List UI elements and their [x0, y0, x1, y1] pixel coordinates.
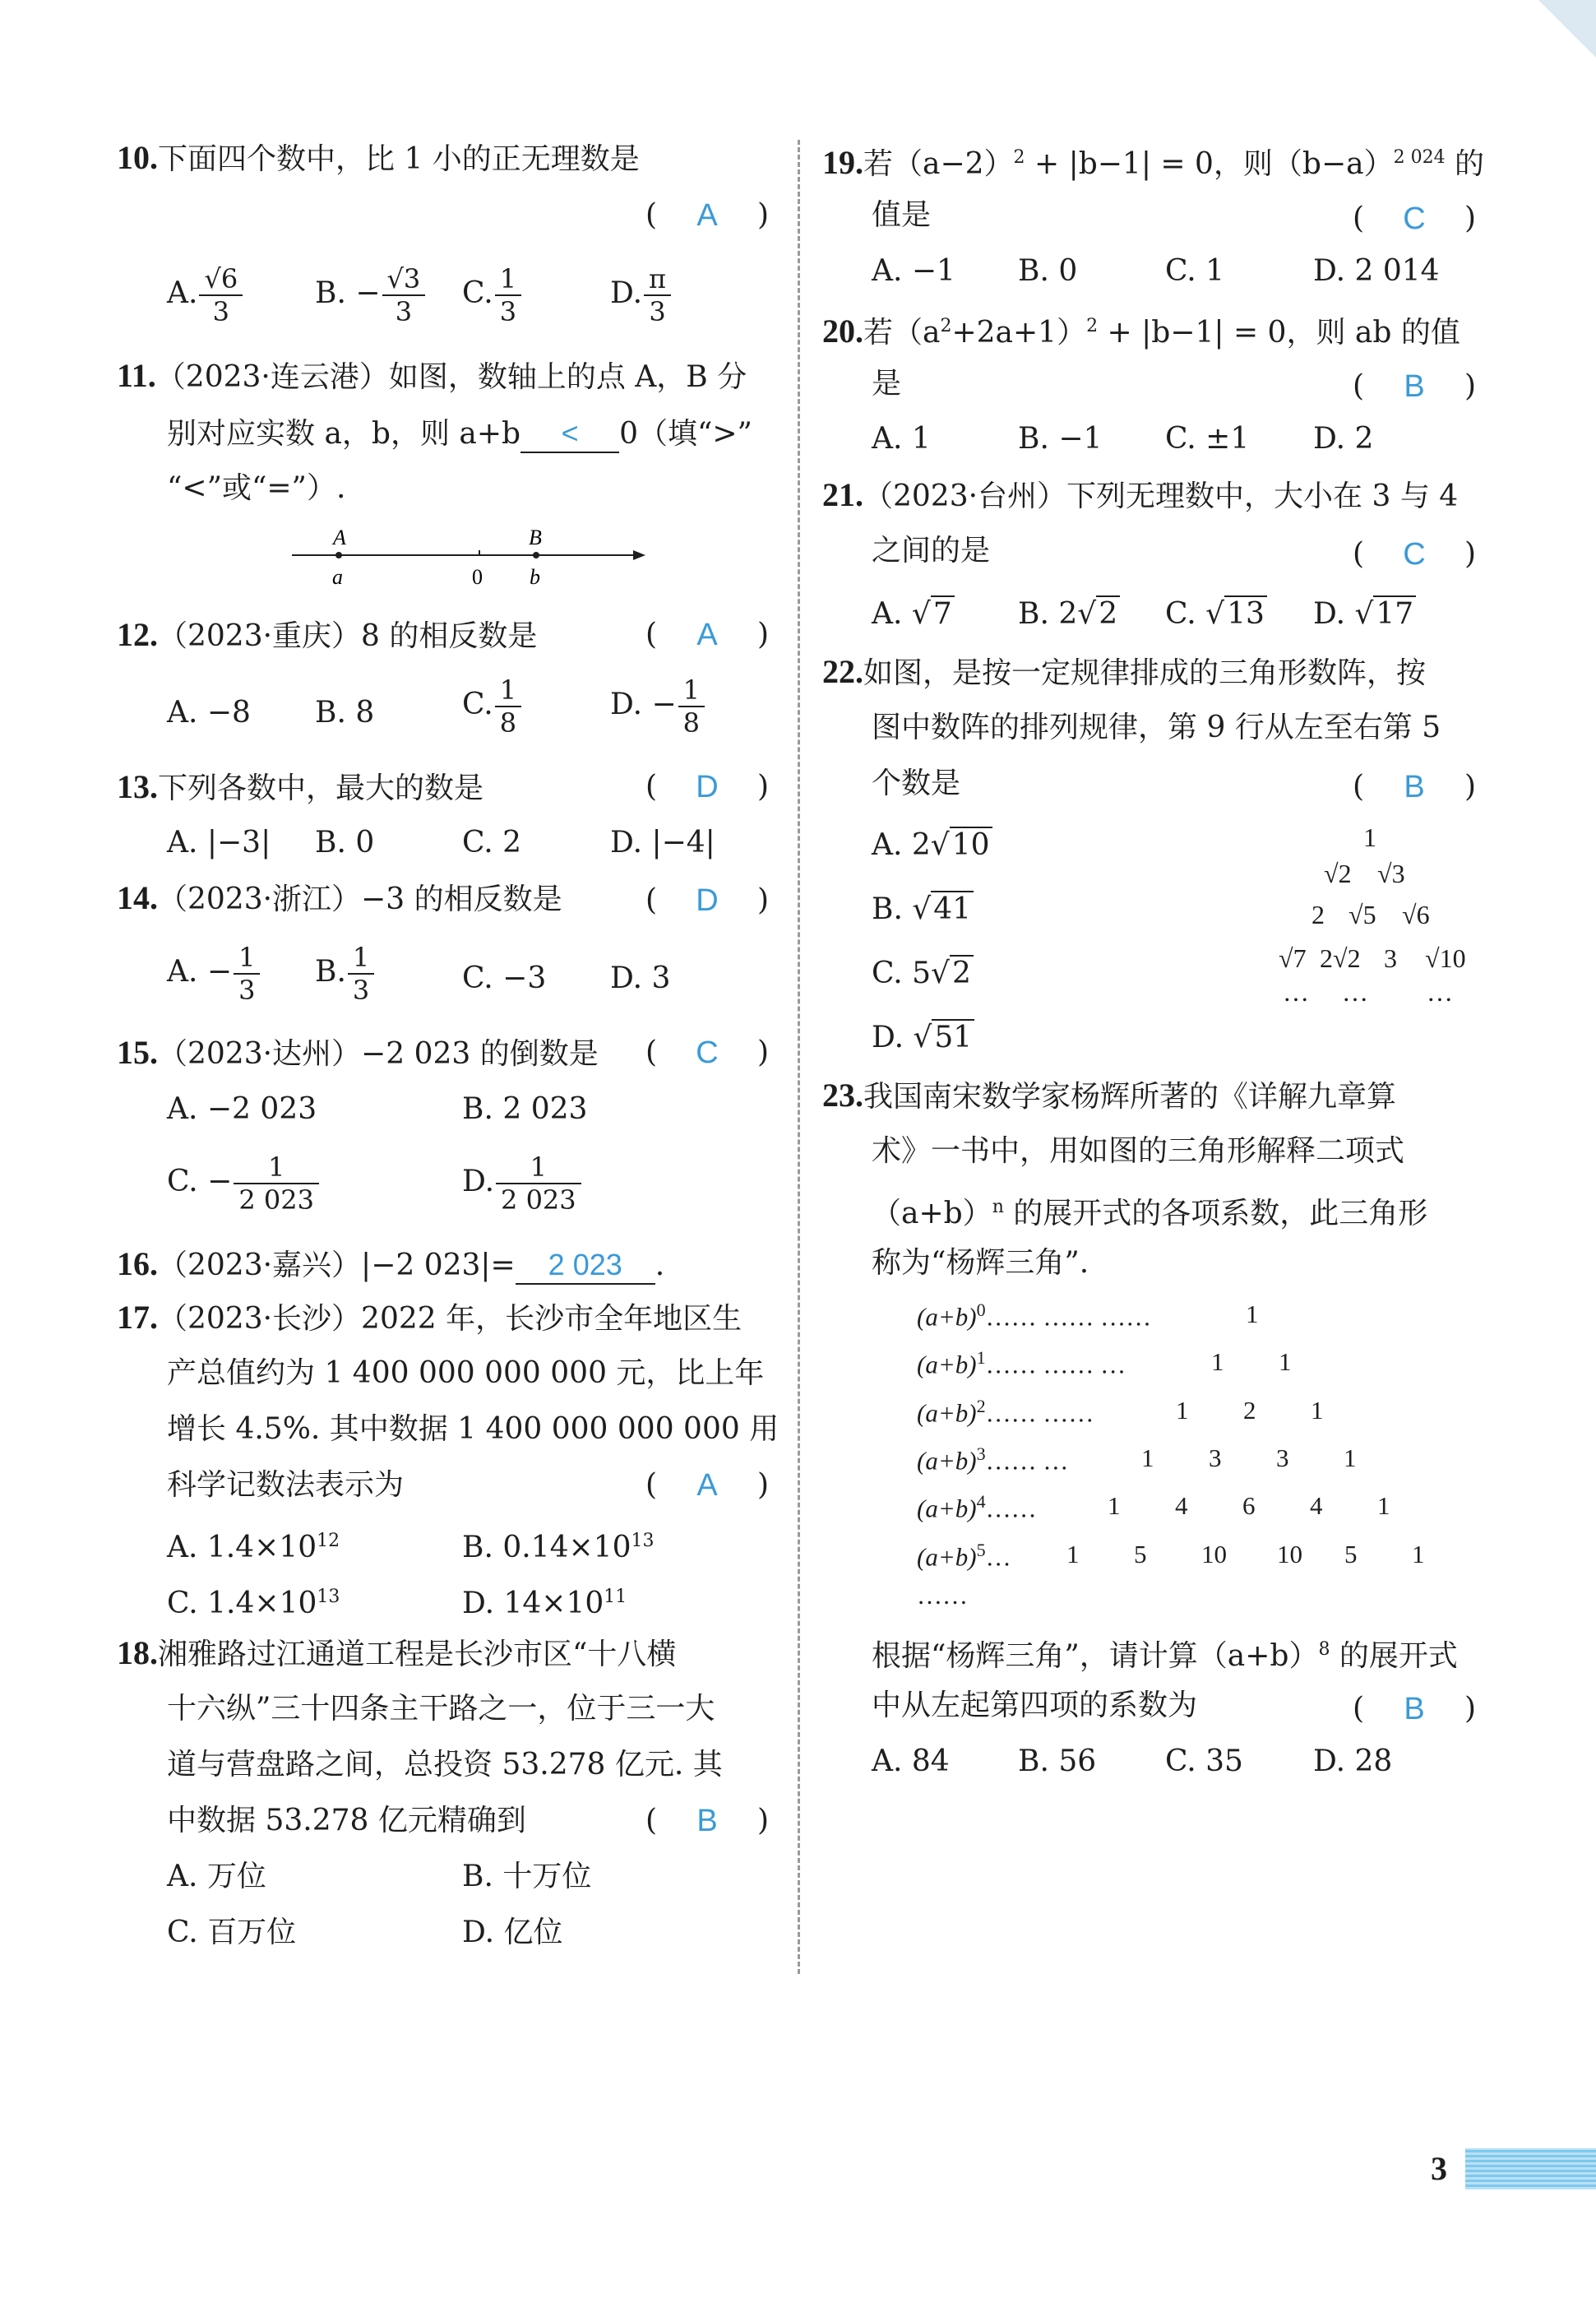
q18-option-d: D. 亿位: [462, 1916, 563, 1949]
q12-stem: 12.（2023·重庆）8 的相反数是: [117, 616, 538, 653]
q23-stem-2: 术》一书中，用如图的三角形解释二项式: [872, 1134, 1405, 1168]
q10-answer: A: [696, 198, 718, 233]
q22-option-c: C. 5√2: [872, 956, 974, 992]
yh-row-2-label: $(a+b)^2\dots\dots$ ……: [917, 1396, 1094, 1428]
q22-stem-1: 22.如图，是按一定规律排成的三角形数阵，按: [822, 653, 1427, 690]
q19-answer: C: [1403, 202, 1426, 236]
q19-stem-2: 值是: [872, 198, 932, 232]
q16-number: 16.: [117, 1245, 158, 1282]
q15-option-c: C. − $\frac{1}{2 023}$: [167, 1151, 321, 1216]
q12-option-a: A. −8: [167, 696, 251, 730]
q19-option-b: B. 0: [1018, 254, 1078, 288]
yh-r5-c3: 10: [1277, 1540, 1302, 1568]
q10-stem: 10.下面四个数中，比 1 小的正无理数是: [117, 139, 640, 176]
q23-option-b: B. 56: [1018, 1744, 1097, 1778]
q14-option-d: D. 3: [610, 961, 671, 995]
tri-r3b: √5: [1349, 900, 1376, 929]
tri-r1: 1: [1363, 822, 1376, 852]
tri-r3c: √6: [1402, 900, 1430, 929]
q21-option-d: D. √17: [1313, 596, 1416, 632]
q21-option-c: C. √13: [1165, 596, 1267, 632]
tri-r4b: 2√2: [1320, 943, 1361, 973]
q15-number: 15.: [117, 1034, 158, 1071]
yh-r3-c1: 3: [1209, 1443, 1222, 1472]
q23-number: 23.: [822, 1077, 863, 1114]
q16-answer-blank: 2 023: [516, 1247, 655, 1285]
q19-number: 19.: [822, 144, 863, 181]
q18-answer: B: [696, 1804, 718, 1838]
q11-stem-3: “<”或“=”）.: [167, 471, 346, 505]
yh-row-4-label: $(a+b)^4\dots\dots$: [917, 1491, 1037, 1523]
label-a: a: [332, 565, 343, 589]
q14-number: 14.: [117, 879, 158, 916]
yh-r5-c5: 1: [1412, 1540, 1425, 1568]
q12-answer: A: [696, 618, 718, 652]
q23-stem-1: 23.我国南宋数学家杨辉所著的《详解九章算: [822, 1077, 1397, 1114]
yh-r5-c4: 5: [1344, 1540, 1358, 1568]
q18-stem-2: 十六纵”三十四条主干路之一，位于三一大: [167, 1692, 715, 1726]
q17-option-d: D. $14\times 10^{11}$: [462, 1587, 627, 1620]
q22-option-b: B. √41: [872, 892, 974, 928]
tri-r4a: √7: [1279, 943, 1307, 973]
q20-option-a: A. 1: [872, 422, 931, 456]
label-b: b: [530, 565, 540, 589]
point-b-dot: [533, 552, 539, 558]
arrow-icon: [633, 550, 645, 560]
q14-option-b: B. $\frac{1}{3}$: [315, 942, 376, 1006]
yh-r5-c1: 5: [1134, 1540, 1147, 1568]
tri-dots-2: …: [1342, 977, 1368, 1007]
yh-r3-c3: 1: [1344, 1443, 1357, 1472]
label-B: B: [529, 526, 542, 549]
tri-dots-1: …: [1283, 977, 1309, 1007]
q13-answer: D: [696, 770, 719, 804]
page-number: 3: [1431, 2150, 1447, 2187]
q18-stem-3: 道与营盘路之间，总投资 53.278 亿元. 其: [167, 1748, 723, 1781]
q22-stem-3: 个数是: [872, 767, 961, 800]
yh-r0-c0: 1: [1246, 1300, 1259, 1328]
q12-number: 12.: [117, 616, 158, 653]
q19-option-d: D. 2 014: [1313, 254, 1440, 288]
q17-number: 17.: [117, 1299, 158, 1336]
label-zero: 0: [472, 565, 483, 589]
q17-stem-3: 增长 4.5%. 其中数据 1 400 000 000 000 用: [167, 1412, 779, 1446]
q16-stem: 16.（2023·嘉兴）|−2 023|= 2 023 .: [117, 1246, 664, 1285]
q19-option-c: C. 1: [1165, 254, 1225, 288]
q20-option-d: D. 2: [1313, 422, 1374, 456]
q21-option-b: B. 2√2: [1018, 596, 1120, 632]
q17-option-c: C. $1.4\times 10^{13}$: [167, 1587, 340, 1620]
q10-option-c: C. $\frac{1}{3}$: [462, 263, 523, 327]
tri-r4c: 3: [1384, 943, 1397, 973]
yh-row-3-label: $(a+b)^3\dots\dots$ …: [917, 1443, 1069, 1476]
yh-r1-c1: 1: [1279, 1347, 1292, 1376]
q12-option-c: C. $\frac{1}{8}$: [462, 674, 523, 739]
tri-r3a: 2: [1311, 900, 1325, 929]
q20-option-c: C. ±1: [1165, 422, 1250, 456]
q23-option-c: C. 35: [1165, 1744, 1243, 1778]
q23-stem-4: 称为“杨辉三角”.: [872, 1246, 1089, 1280]
yh-r2-c2: 1: [1311, 1396, 1324, 1425]
q20-number: 20.: [822, 313, 863, 350]
q10-number: 10.: [117, 139, 158, 176]
q23-answer: B: [1404, 1692, 1425, 1726]
tri-r4d: √10: [1425, 943, 1466, 973]
q20-answer: B: [1404, 369, 1425, 404]
yh-r5-c0: 1: [1066, 1540, 1080, 1568]
tri-dots-3: …: [1427, 977, 1453, 1007]
yh-row-0-label: $(a+b)^0\dots\dots$ …… ……: [917, 1300, 1152, 1332]
q13-stem: 13.下列各数中，最大的数是: [117, 768, 484, 805]
q15-answer: C: [696, 1035, 719, 1070]
q15-option-b: B. 2 023: [462, 1092, 588, 1126]
q21-number: 21.: [822, 476, 863, 513]
q21-stem-1: 21.（2023·台州）下列无理数中，大小在 3 与 4: [822, 476, 1459, 513]
q14-stem: 14.（2023·浙江）−3 的相反数是: [117, 879, 562, 916]
q22-answer: B: [1404, 770, 1425, 804]
q17-stem-1: 17.（2023·长沙）2022 年，长沙市全年地区生: [117, 1299, 742, 1336]
q12-option-d: D. − $\frac{1}{8}$: [610, 674, 706, 739]
yh-r2-c1: 2: [1243, 1396, 1256, 1425]
yh-row-1-label: $(a+b)^1\dots\dots$ …… …: [917, 1347, 1126, 1379]
yh-r2-c0: 1: [1176, 1396, 1189, 1425]
corner-decoration: [1538, 0, 1596, 58]
q17-answer: A: [696, 1468, 718, 1503]
yh-r4-c1: 4: [1175, 1491, 1188, 1520]
q22-stem-2: 图中数阵的排列规律，第 9 行从左至右第 5: [872, 711, 1441, 744]
yh-r3-c0: 1: [1141, 1443, 1154, 1472]
q10-option-d: D. $\frac{\pi}{3}$: [610, 263, 673, 327]
point-a-dot: [335, 552, 342, 558]
q15-option-a: A. −2 023: [167, 1092, 317, 1126]
q21-stem-2: 之间的是: [872, 534, 991, 568]
yh-r4-c0: 1: [1108, 1491, 1121, 1520]
q14-answer: D: [696, 883, 719, 918]
q13-option-b: B. 0: [315, 826, 375, 859]
q23-option-d: D. 28: [1313, 1744, 1393, 1778]
q20-stem-1: 20.若$(a^2+2a+1)^2 + |b-1| = 0$，则 ab 的值: [822, 313, 1460, 350]
q21-answer: C: [1403, 537, 1426, 572]
q17-option-b: B. $0.14\times 10^{13}$: [462, 1531, 655, 1564]
q19-option-a: A. −1: [872, 254, 955, 288]
yh-r4-c3: 4: [1310, 1491, 1323, 1520]
yh-r5-c2: 10: [1201, 1540, 1227, 1568]
q23-stem-6: 中从左起第四项的系数为: [872, 1689, 1198, 1722]
q11-number: 11.: [117, 357, 156, 394]
q11-stem-2: 别对应实数 a，b，则 a+b < 0（填“>”: [167, 415, 752, 453]
q18-stem-1: 18.湘雅路过江通道工程是长沙市区“十八横: [117, 1634, 677, 1671]
page: 10.下面四个数中，比 1 小的正无理数是 ( A ) A. $\frac{√6}{3}$ B. − $\frac{√3}{3}$ C. $\frac{1}{3}$ D. $\frac{\pi}{3}$ 11.（2023·连云港）如图，数轴上的点 A，B 分 别对应实数 a，b，则 a+b < 0（填“>” “<”或“=”）. A a 0 B b 12.（2023·重庆）8 的相反数是 ( A ) A. −8 B. 8 C. $\frac{1}{8}$ D. − $\frac{1}{8}$ 13.下列各数中，最大的数是 ( D ) A. |−3| B. 0 C. 2 D. |−4| 14.（2023·浙江）−3 的相反数是 ( D ) A. − $\frac{1}{3}$ B. $\frac{1}{3}$ C. −3 D. 3 15.（2023·达州）−2 023 的倒数是 ( C ) A. −2 023 B. 2 023 C. − $\frac{1}{2 023}$ D. $\frac{1}{2 023}$ 16.（2023·嘉兴）|−2 023|= 2 023 . 17.（2023·长沙）2022 年，长沙市全年地区生 产总值约为 1 400 000 000 000 元，比上年 增长 4.5%. 其中数据 1 400 000 000 000 用 科学记数法表示为 ( A ) A. $1.4\times 10^{12}$ B. $0.14\times 10^{13}$ C. $1.4\times 10^{13}$ D. $14\times 10^{11}$ 18.湘雅路过江通道工程是长沙市区“十八横 十六纵”三十四条主干路之一，位于三一大 道与营盘路之间，总投资 53.278 亿元. 其 中数据 53.278 亿元精确到 ( B ) A. 万位 B. 十万位 C. 百万位 D. 亿位 19.若$(a-2)^2 + |b-1| = 0$，则$(b-a)^{2 024}$ 的 值是 ( C ) A. −1 B. 0 C. 1 D. 2 014 20.若$(a^2+2a+1)^2 + |b-1| = 0$，则 ab 的值 是 ( B ) A. 1 B. −1 C. ±1 D. 2 21.（2023·台州）下列无理数中，大小在 3 与 4 之间的是 ( C ) A. √7 B. 2√2 C. √13 D. √17 22.如图，是按一定规律排成的三角形数阵，按 图中数阵的排列规律，第 9 行从左至右第 5 个数是 ( B ) A. 2√10 B. √41 C. 5√2 D. √51 1 √2 √3 2 √5 √6 √7 2√2 3 √10 … … … 23.我国南宋数学家杨辉所著的《详解九章算 术》一书中，用如图的三角形解释二项式 $(a+b)^n$ 的展开式的各项系数，此三角形 称为“杨辉三角”. $(a+b)^0\dots\dots$ …… …… 1 $(a+b)^1\dots\dots$ …… … 1 1 $(a+b)^2\dots\dots$ …… 1 2 1 $(a+b)^3\dots\dots$ … 1 3 3 1 $(a+b)^4\dots\dots$ 1 4 6 4 1 $(a+b)^5\dots$ 1 5 10 10 5 1 …… 根据“杨辉三角”，请计算$(a+b)^8$ 的展开式 中从左起第四项的系数为 ( B ) A. 84 B. 56 C. 35 D. 28 3: [0, 0, 1596, 2298]
q20-stem-2: 是: [872, 367, 902, 401]
q14-option-a: A. − $\frac{1}{3}$: [167, 942, 261, 1006]
q23-stem-3: $(a+b)^n$ 的展开式的各项系数，此三角形: [872, 1197, 1428, 1230]
column-divider: [798, 140, 800, 1974]
q15-option-d: D. $\frac{1}{2 023}$: [462, 1151, 583, 1216]
q22-option-a: A. 2√10: [872, 827, 992, 864]
q23-stem-5: 根据“杨辉三角”，请计算$(a+b)^8$ 的展开式: [872, 1639, 1458, 1673]
q13-option-c: C. 2: [462, 826, 522, 859]
q14-option-c: C. −3: [462, 961, 547, 995]
q17-stem-2: 产总值约为 1 400 000 000 000 元，比上年: [167, 1356, 765, 1390]
q18-stem-4: 中数据 53.278 亿元精确到: [167, 1804, 526, 1837]
q13-option-d: D. |−4|: [610, 826, 715, 859]
q15-stem: 15.（2023·达州）−2 023 的倒数是: [117, 1034, 599, 1071]
page-tab-decoration: [1465, 2148, 1596, 2189]
q22-option-d: D. √51: [872, 1020, 974, 1056]
yh-r1-c0: 1: [1211, 1347, 1224, 1376]
yh-r4-c2: 6: [1242, 1491, 1256, 1520]
q23-option-a: A. 84: [872, 1744, 950, 1778]
q13-option-a: A. |−3|: [167, 826, 271, 859]
q22-number: 22.: [822, 653, 863, 690]
tri-r2b: √3: [1377, 859, 1405, 888]
q13-number: 13.: [117, 768, 158, 805]
q18-option-a: A. 万位: [167, 1860, 266, 1893]
q10-option-a: A. $\frac{√6}{3}$: [167, 263, 244, 327]
q17-stem-4: 科学记数法表示为: [167, 1468, 405, 1502]
q17-option-a: A. $1.4\times 10^{12}$: [167, 1531, 340, 1564]
q18-number: 18.: [117, 1634, 158, 1671]
q21-option-a: A. √7: [872, 596, 955, 632]
q19-stem-1: 19.若$(a-2)^2 + |b-1| = 0$，则$(b-a)^{2 024}$ 的: [822, 144, 1485, 181]
yh-r4-c4: 1: [1377, 1491, 1390, 1520]
tri-r2a: √2: [1324, 859, 1352, 888]
q11-stem-1: 11.（2023·连云港）如图，数轴上的点 A，B 分: [117, 357, 747, 394]
yh-r3-c2: 3: [1276, 1443, 1289, 1472]
label-A: A: [333, 526, 346, 549]
q11-number-line: [288, 526, 650, 592]
q18-option-b: B. 十万位: [462, 1860, 592, 1893]
q11-answer-blank: <: [520, 415, 619, 453]
q10-option-b: B. − $\frac{√3}{3}$: [315, 263, 427, 327]
yh-row-5-label: $(a+b)^5\dots$: [917, 1540, 1011, 1572]
q12-option-b: B. 8: [315, 696, 375, 730]
yh-more: ……: [917, 1581, 968, 1610]
q20-option-b: B. −1: [1018, 422, 1103, 456]
q18-option-c: C. 百万位: [167, 1916, 297, 1949]
